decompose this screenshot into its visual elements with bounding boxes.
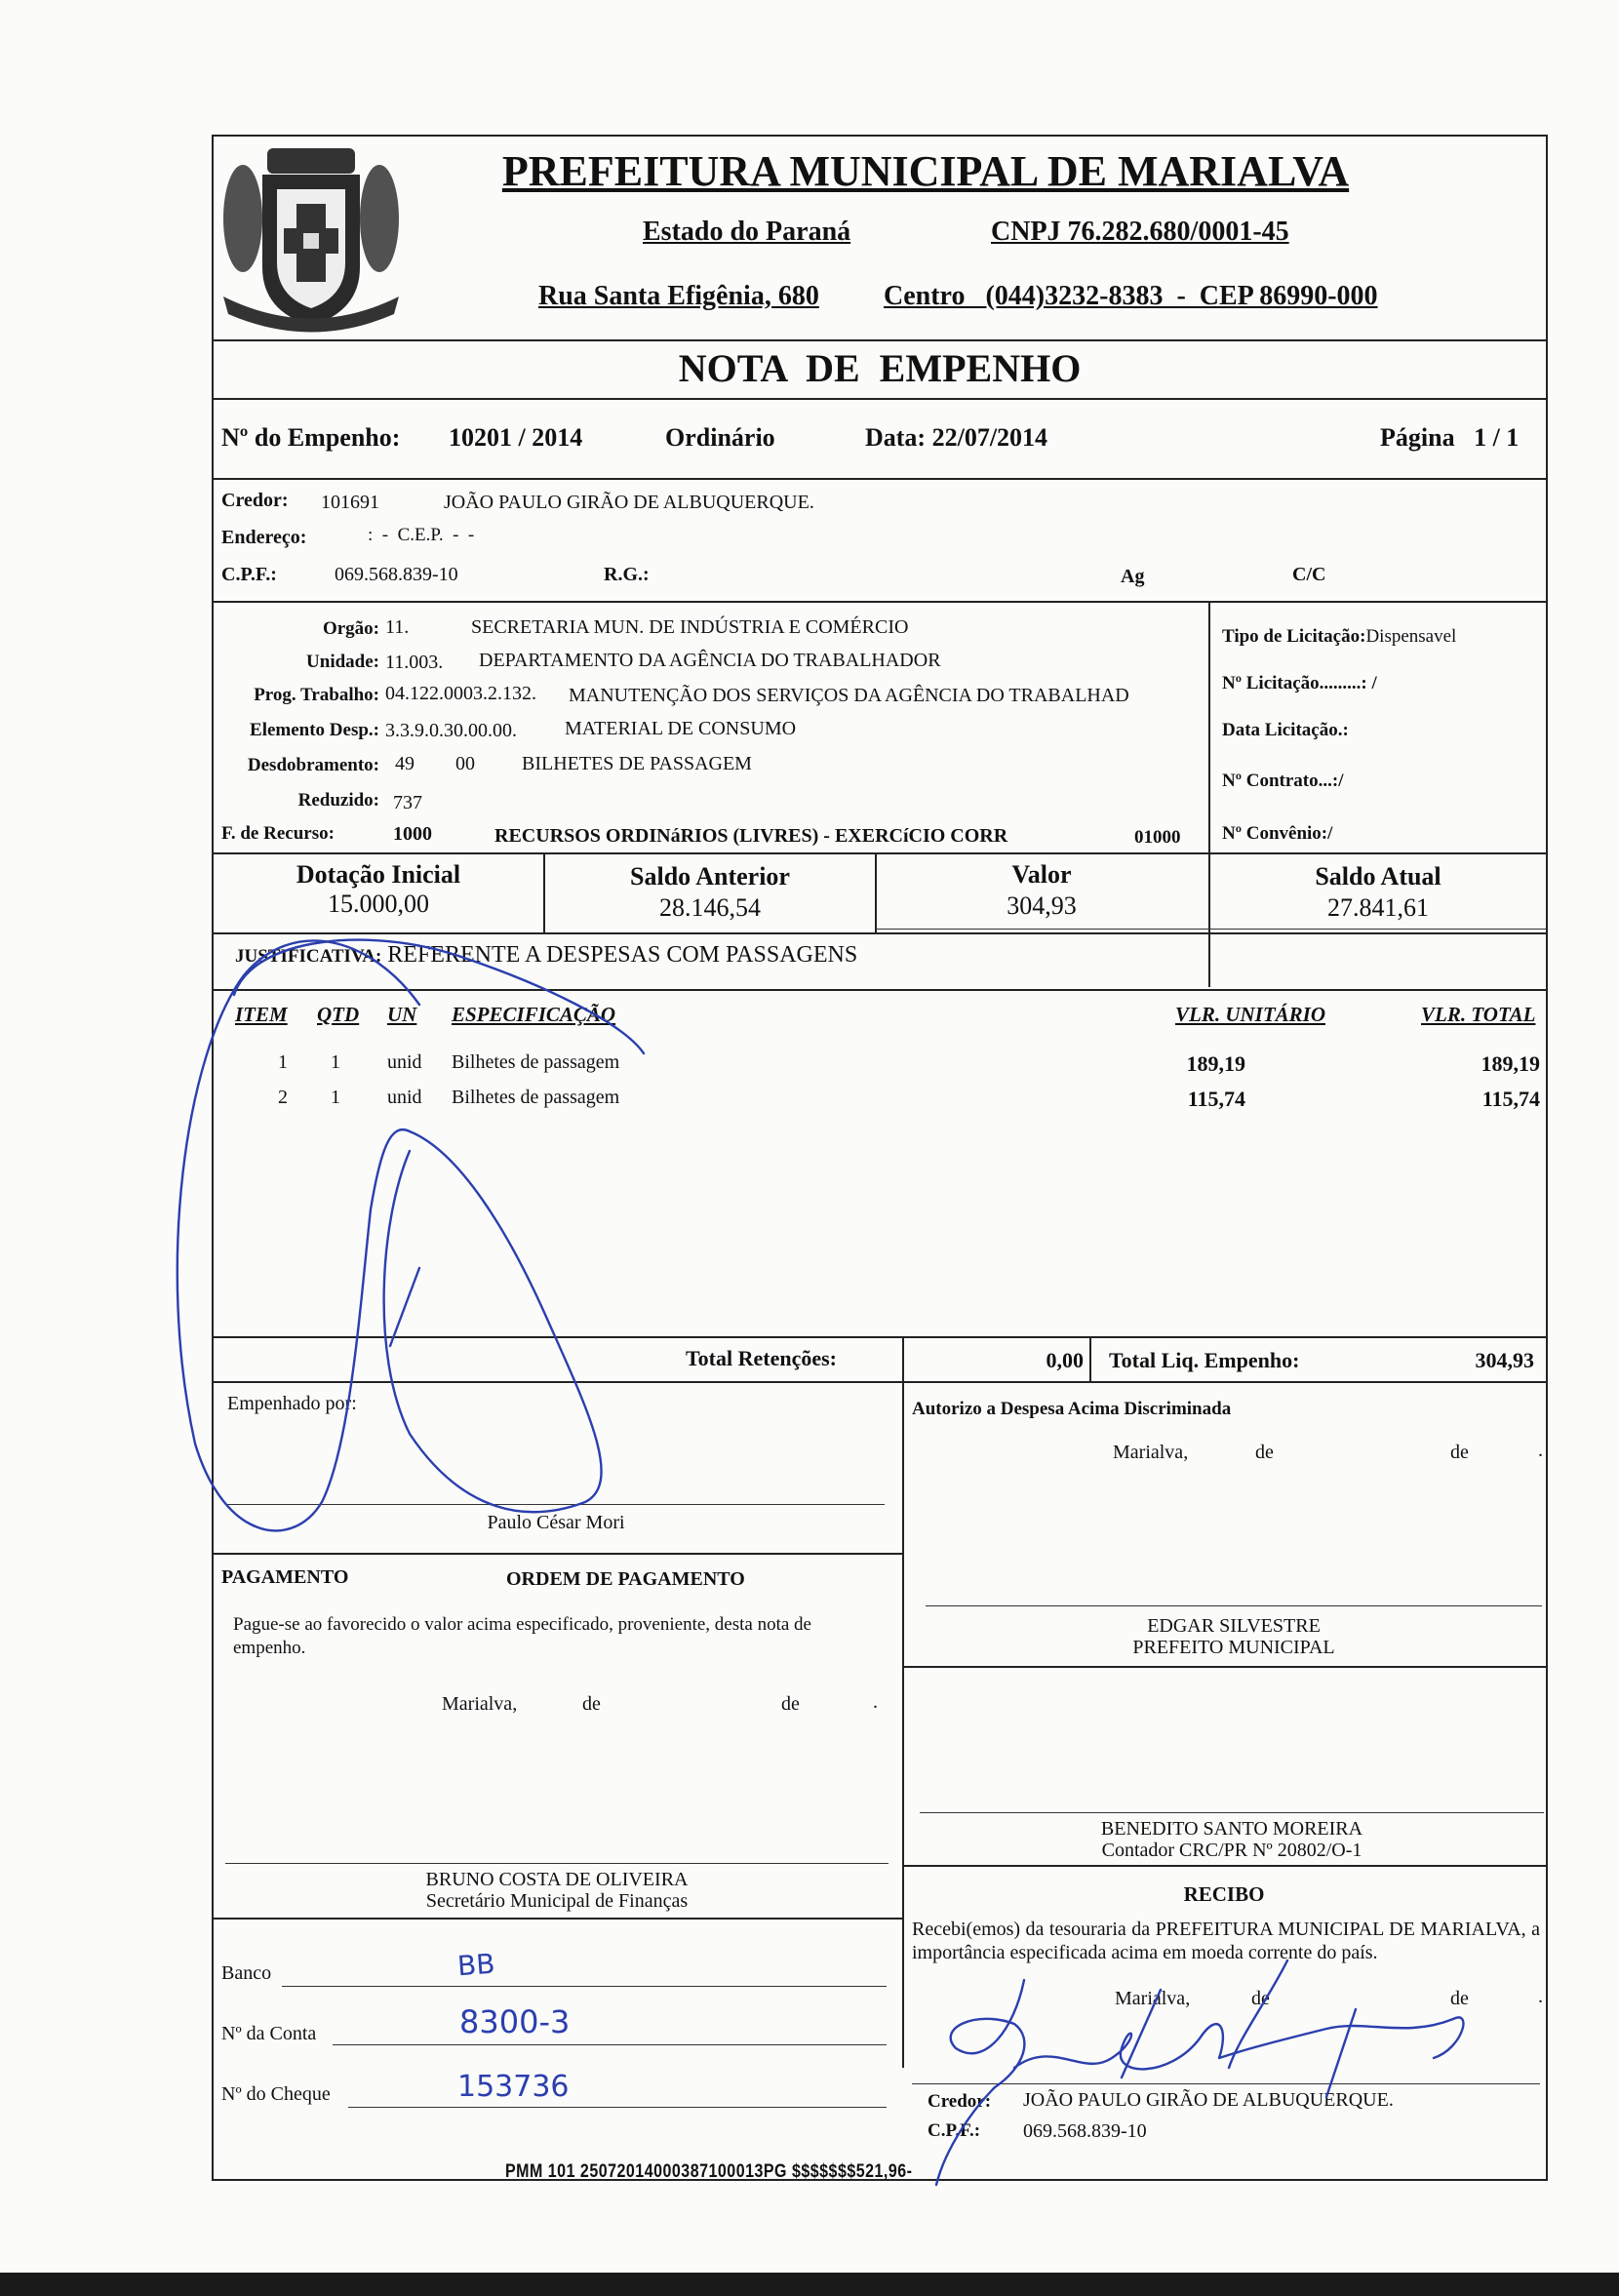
conta-value: 8300-3: [459, 2003, 571, 2040]
unidade-code: 11.003.: [385, 652, 444, 673]
justificativa-label: JUSTIFICATIVA:: [235, 946, 382, 967]
credor-code: 101691: [321, 492, 379, 513]
page-number: Página 1 / 1: [1380, 423, 1520, 452]
cpf-value: 069.568.839-10: [335, 564, 458, 585]
endereco-label: Endereço:: [221, 527, 307, 548]
prefeito-name: EDGAR SILVESTRE: [1147, 1615, 1321, 1637]
elemento-label: Elemento Desp.:: [250, 720, 379, 740]
desdobramento-b: 00: [455, 753, 475, 774]
col-valor-total: VLR. TOTAL: [1421, 1003, 1536, 1026]
row-qtd: 1: [331, 1087, 340, 1108]
reduzido-value: 737: [393, 792, 422, 813]
justificativa: [235, 942, 857, 969]
saldo-anterior-label: Saldo Anterior: [630, 862, 790, 891]
row-valor-unitario: 115,74: [1187, 1087, 1245, 1111]
recibo-cpf-label: C.P.F.:: [928, 2120, 981, 2141]
pagamento-de2: de: [781, 1693, 800, 1715]
banco-value: BB: [455, 1947, 496, 1983]
recibo-cpf-value: 069.568.839-10: [1023, 2120, 1147, 2142]
retencoes-label: Total Retenções:: [686, 1346, 837, 1370]
empenhado-name: Paulo César Mori: [487, 1512, 625, 1533]
prog-name: MANUTENÇÃO DOS SERVIÇOS DA AGÊNCIA DO TRABALHAD: [569, 685, 1129, 706]
licitacao-tipo-value: Dispensavel: [1365, 626, 1457, 647]
saldo-anterior-value: 28.146,54: [659, 893, 761, 922]
cheque-label: Nº do Cheque: [221, 2083, 331, 2105]
recurso-label: F. de Recurso:: [221, 823, 335, 844]
recibo-title: RECIBO: [1183, 1882, 1265, 1906]
contador-name: BENEDITO SANTO MOREIRA: [1100, 1818, 1363, 1840]
row-valor-total: 189,19: [1481, 1051, 1540, 1076]
autorizo-title: Autorizo a Despesa Acima Discriminada: [912, 1399, 1232, 1419]
rg-label: R.G.:: [604, 564, 650, 585]
col-qtd: QTD: [317, 1003, 360, 1026]
saldo-atual-value: 27.841,61: [1327, 893, 1429, 922]
retencoes-value: 0,00: [1046, 1348, 1084, 1372]
recurso-name: RECURSOS ORDINáRIOS (LIVRES) - EXERCíCIO CORR: [494, 825, 1008, 847]
orgao-code: 11.: [385, 616, 410, 638]
contrato-numero: Nº Contrato...:/: [1222, 771, 1344, 791]
credor-label: Credor:: [221, 490, 289, 511]
row-item: 1: [278, 1051, 288, 1073]
prog-label: Prog. Trabalho:: [254, 685, 379, 705]
recibo-credor-label: Credor:: [928, 2091, 992, 2112]
header-cnpj: CNPJ 76.282.680/0001-45: [991, 217, 1289, 247]
endereco-value: : - C.E.P. - -: [368, 525, 475, 545]
col-valor-unitario: VLR. UNITÁRIO: [1175, 1003, 1326, 1026]
conta-label: Nº da Conta: [221, 2023, 317, 2044]
ag-label: Ag: [1121, 566, 1145, 587]
col-un: UN: [387, 1003, 417, 1026]
dotacao-label: Dotação Inicial: [296, 860, 461, 889]
licitacao-tipo: [1222, 626, 1456, 648]
orgao-label: Orgão:: [322, 618, 379, 639]
orgao-name: SECRETARIA MUN. DE INDÚSTRIA E COMÉRCIO: [471, 616, 909, 638]
licitacao-numero: Nº Licitação.........: /: [1222, 673, 1377, 693]
col-especificacao: ESPECIFICAÇÃO: [452, 1003, 616, 1026]
autorizo-place: Marialva,: [1113, 1442, 1189, 1463]
liquido-label: Total Liq. Empenho:: [1109, 1348, 1300, 1372]
convenio-numero: Nº Convênio:/: [1222, 823, 1333, 844]
pagamento-label: PAGAMENTO: [221, 1566, 349, 1588]
cpf-label: C.P.F.:: [221, 564, 277, 585]
desdobramento-name: BILHETES DE PASSAGEM: [522, 753, 752, 774]
cc-label: C/C: [1292, 564, 1326, 585]
pagamento-place: Marialva,: [442, 1693, 518, 1715]
reduzido-label: Reduzido:: [297, 790, 379, 811]
recibo-text: Recebi(emos) da tesouraria da PREFEITURA MUNICIPAL DE MARIALVA, a importância especificada acima em moeda corrente do país.: [912, 1919, 1540, 1963]
desdobramento-label: Desdobramento:: [247, 755, 379, 775]
liquido-value: 304,93: [1475, 1348, 1534, 1372]
row-item: 2: [278, 1087, 288, 1108]
pagamento-de1: de: [582, 1693, 601, 1715]
pagamento-text: Pague-se ao favorecido o valor acima especificado, proveniente, desta nota de empenho.: [233, 1614, 811, 1658]
empenho-number: 10201 / 2014: [449, 423, 583, 452]
header-address: Rua Santa Efigênia, 680: [538, 281, 819, 311]
row-especificacao: Bilhetes de passagem: [452, 1087, 620, 1108]
recibo-dot: .: [1538, 1986, 1543, 2007]
banco-label: Banco: [221, 1962, 272, 1984]
autorizo-dot: .: [1538, 1440, 1543, 1461]
prefeito-role: PREFEITO MUNICIPAL: [1132, 1637, 1335, 1658]
empenho-date: Data: 22/07/2014: [865, 423, 1048, 452]
pagamento-dot: .: [873, 1691, 878, 1713]
secretario-role: Secretário Municipal de Finanças: [425, 1890, 689, 1912]
elemento-name: MATERIAL DE CONSUMO: [565, 718, 797, 739]
row-un: unid: [387, 1051, 422, 1073]
recurso-number: 01000: [1134, 827, 1181, 848]
unidade-name: DEPARTAMENTO DA AGÊNCIA DO TRABALHADOR: [479, 650, 941, 671]
justificativa-text: REFERENTE A DESPESAS COM PASSAGENS: [387, 942, 858, 968]
recibo-credor-name: JOÃO PAULO GIRÃO DE ALBUQUERQUE.: [1023, 2089, 1394, 2111]
credor-name: JOÃO PAULO GIRÃO DE ALBUQUERQUE.: [444, 492, 814, 513]
saldo-atual-label: Saldo Atual: [1315, 862, 1441, 891]
empenhado-label: Empenhado por:: [227, 1393, 357, 1414]
row-un: unid: [387, 1087, 422, 1108]
ordem-pagamento-label: ORDEM DE PAGAMENTO: [506, 1568, 745, 1590]
recibo-de2: de: [1450, 1988, 1469, 2009]
autorizo-de1: de: [1255, 1442, 1274, 1463]
scan-edge: [0, 2273, 1619, 2296]
licitacao-tipo-label: Tipo de Licitação:: [1222, 626, 1366, 647]
unidade-label: Unidade:: [306, 652, 379, 672]
row-especificacao: Bilhetes de passagem: [452, 1051, 620, 1073]
prog-code: 04.122.0003.2.132.: [385, 683, 536, 704]
elemento-code: 3.3.9.0.30.00.00.: [385, 720, 517, 741]
municipal-coat-of-arms: [214, 140, 409, 345]
valor-label: Valor: [1011, 860, 1072, 889]
dotacao-value: 15.000,00: [328, 890, 429, 918]
header-state: Estado do Paraná: [643, 217, 851, 247]
desdobramento-a: 49: [395, 753, 415, 774]
autorizo-de2: de: [1450, 1442, 1469, 1463]
recibo-place: Marialva,: [1115, 1988, 1191, 2009]
licitacao-data: Data Licitação.:: [1222, 720, 1349, 740]
row-qtd: 1: [331, 1051, 340, 1073]
header-title: PREFEITURA MUNICIPAL DE MARIALVA: [501, 147, 1350, 195]
row-valor-unitario: 189,19: [1186, 1051, 1245, 1076]
row-valor-total: 115,74: [1481, 1087, 1540, 1111]
header-contact: Centro (044)3232-8383 - CEP 86990-000: [884, 281, 1378, 311]
empenho-type: Ordinário: [665, 423, 775, 452]
empenho-label: Nº do Empenho:: [221, 423, 401, 452]
recibo-de1: de: [1251, 1988, 1270, 2009]
contador-role: Contador CRC/PR Nº 20802/O-1: [1101, 1840, 1362, 1861]
col-item: ITEM: [235, 1003, 288, 1026]
document-title: NOTA DE EMPENHO: [678, 346, 1082, 390]
secretario-name: BRUNO COSTA DE OLIVEIRA: [425, 1869, 689, 1890]
bank-stamp-line: PMM 101 25072014000387100013PG $$$$$$$521,96-: [505, 2161, 913, 2182]
nota-de-empenho-form: [212, 135, 1548, 2181]
cheque-value: 153736: [457, 2070, 570, 2104]
valor-value: 304,93: [1007, 891, 1077, 920]
recurso-code: 1000: [393, 823, 432, 845]
